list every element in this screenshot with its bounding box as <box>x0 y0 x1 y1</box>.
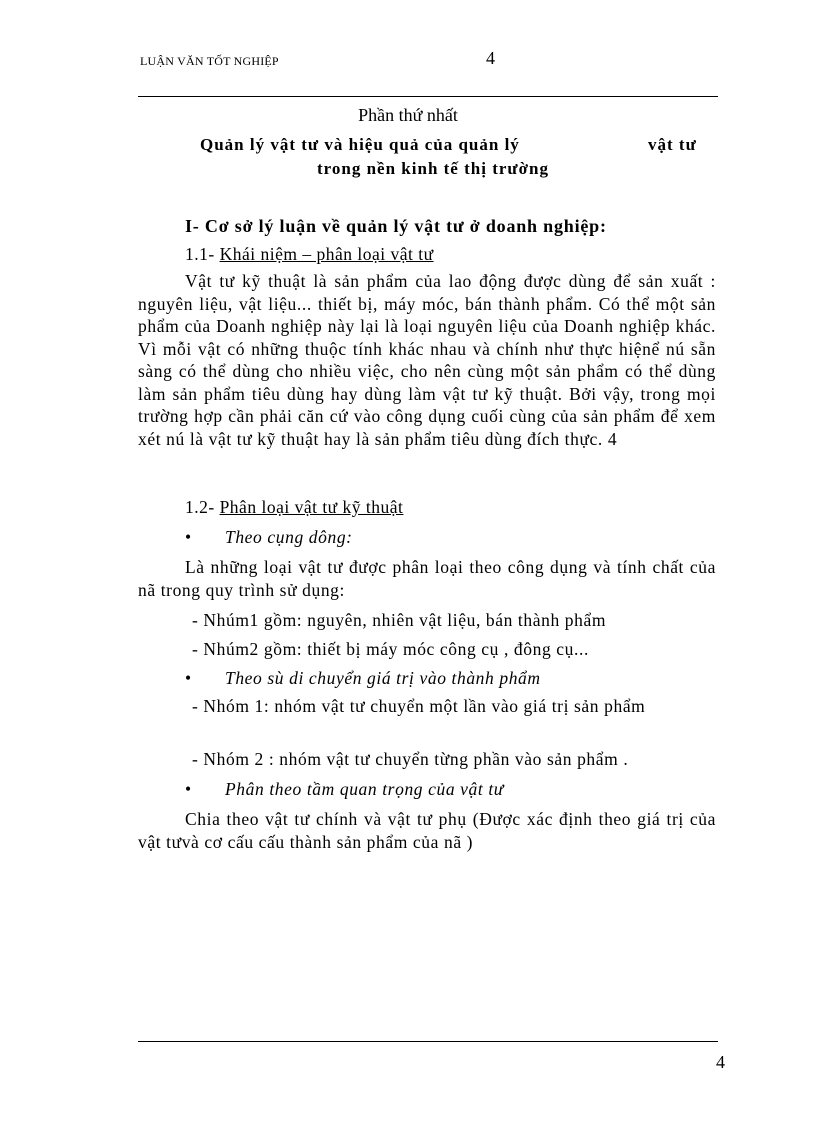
subsection-title: Phân loại vật tư kỹ thuật <box>219 497 404 517</box>
dash-item: - Nhúm1 gồm: nguyên, nhiên vật liệu, bán thành phẩm <box>192 610 607 630</box>
header-rule <box>138 96 718 97</box>
bullet-dot: • <box>185 668 192 688</box>
bullet-dot: • <box>185 527 192 547</box>
bullet-item <box>185 668 541 689</box>
subsection-heading-1-2 <box>185 496 403 518</box>
paragraph <box>138 270 716 450</box>
paragraph <box>138 695 716 718</box>
bullet-item <box>185 779 504 800</box>
part-title: Phần thứ nhất <box>358 105 458 125</box>
paragraph-text: - Nhóm 1: nhóm vật tư chuyển một lần vào giá trị sản phẩm <box>192 696 646 716</box>
chapter-title-line1: Quản lý vật tư và hiệu quả của quản lý <box>200 135 520 154</box>
dash-item: - Nhóm 2 : nhóm vật tư chuyển từng phần vào sản phẩm . <box>192 749 629 769</box>
paragraph-text: Chia theo vật tư chính và vật tư phụ (Được xác định theo giá trị của vật tưvà cơ cấu cấu thành sản phẩm của nã ) <box>138 809 716 852</box>
bullet-text: Theo cụng dông: <box>225 527 353 547</box>
bullet-text: Phân theo tầm quan trọng của vật tư <box>225 779 504 799</box>
header-page-number: 4 <box>486 48 495 68</box>
subsection-number: 1.1- <box>185 244 220 264</box>
paragraph-text: Là những loại vật tư được phân loại theo công dụng và tính chất của nã trong quy trình sử dụng: <box>138 557 716 600</box>
subsection-number: 1.2- <box>185 497 220 517</box>
paragraph <box>138 556 716 601</box>
paragraph <box>138 808 716 853</box>
footer-rule <box>138 1041 718 1042</box>
bullet-item <box>185 527 353 548</box>
footer-page-number: 4 <box>716 1052 725 1072</box>
dash-item: - Nhúm2 gồm: thiết bị máy móc công cụ , đông cụ... <box>192 639 589 659</box>
chapter-title-line2: trong nền kinh tế thị trường <box>317 159 549 178</box>
subsection-title: Khái niệm – phân loại vật tư <box>219 244 434 264</box>
running-header: LUẬN VĂN TỐT NGHIỆP <box>140 54 279 68</box>
subsection-heading-1-1 <box>185 243 434 265</box>
bullet-dot: • <box>185 779 192 799</box>
chapter-title-line1-end: vật tư <box>648 135 697 154</box>
paragraph-text: Vật tư kỹ thuật là sản phẩm của lao động được dùng để sản xuất : nguyên liệu, vật liệu... thiết bị, máy móc, bán thành phẩm. Có thể một sản phẩm của Doanh nghiệp này lại là loại nguyên liệu của Doanh nghiệp khác. Vì mỗi vật có những thuộc tính khác nhau và chính như thực hiệnể nú sẵn sàng có thể dùng cho nhiều việc, cho nên cùng một sản phẩm có thể dùng làm sản phẩm tiêu dùng hay dùng làm vật tư kỹ thuật. Bởi vậy, trong mọi trường hợp cần phải căn cứ vào công dụng cuối cùng của sản phẩm để xem xét nú là vật tư kỹ thuật hay là sản phẩm tiêu dùng đích thực. 4 <box>138 271 716 449</box>
section-heading: I- Cơ sở lý luận về quản lý vật tư ở doanh nghiệp: <box>185 216 607 236</box>
bullet-text: Theo sù di chuyển giá trị vào thành phẩm <box>225 668 541 688</box>
